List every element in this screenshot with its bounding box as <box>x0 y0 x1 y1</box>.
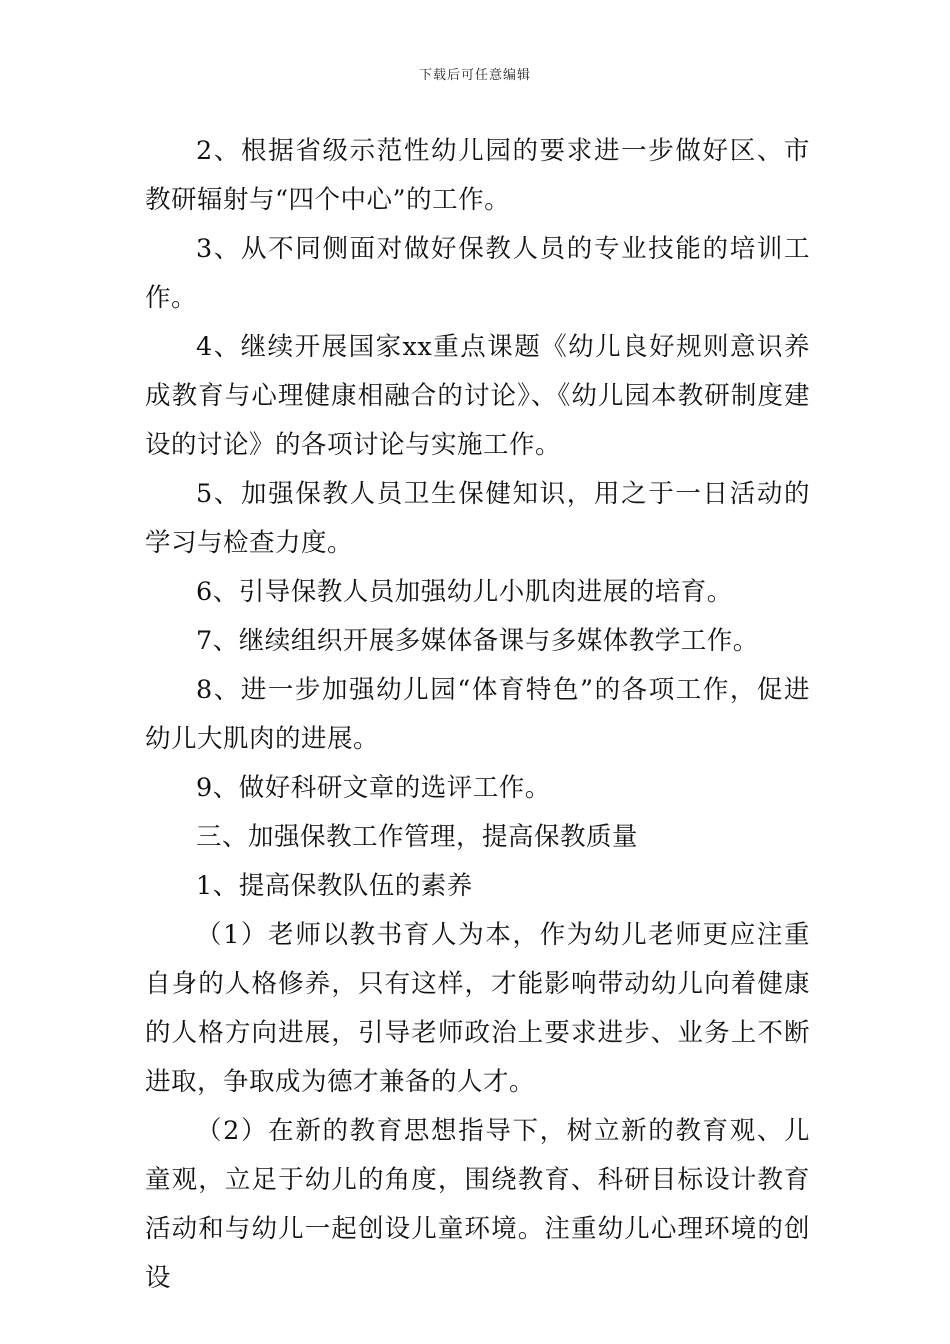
page-header: 下载后可任意编辑 <box>418 68 531 83</box>
paragraph-item-8: 8、进一步加强幼儿园“体育特色”的各项工作，促进幼儿大肌肉的进展。 <box>145 675 810 754</box>
section-heading-3: 三、加强保教工作管理，提高保教质量 <box>196 822 639 852</box>
paragraph-item-2: 2、根据省级示范性幼儿园的要求进一步做好区、市教研辐射与“四个中心”的工作。 <box>145 136 810 215</box>
paragraph-sub-1: （1）老师以教书育人为本，作为幼儿老师更应注重自身的人格修养，只有这样，才能影响带动幼儿向着健康的人格方向进展，引导老师政治上要求进步、业务上不断进取，争取成为德才兼备的人才。 <box>145 920 810 1097</box>
document-body <box>145 127 810 1303</box>
paragraph-item-5: 5、加强保教人员卫生保健知识，用之于一日活动的学习与检查力度。 <box>145 479 810 558</box>
paragraph-item-6: 6、引导保教人员加强幼儿小肌肉进展的培育。 <box>196 577 733 607</box>
subsection-heading-1: 1、提高保教队伍的素养 <box>196 871 473 901</box>
paragraph-item-3: 3、从不同侧面对做好保教人员的专业技能的培训工作。 <box>145 234 810 313</box>
paragraph-item-4: 4、继续开展国家xx重点课题《幼儿良好规则意识养成教育与心理健康相融合的讨论》、《幼儿园本教研制度建设的讨论》的各项讨论与实施工作。 <box>145 332 810 460</box>
paragraph-item-9: 9、做好科研文章的选评工作。 <box>196 773 551 803</box>
paragraph-item-7: 7、继续组织开展多媒体备课与多媒体教学工作。 <box>196 626 759 656</box>
paragraph-sub-2: （2）在新的教育思想指导下，树立新的教育观、儿童观，立足于幼儿的角度，围绕教育、科研目标设计教育活动和与幼儿一起创设儿童环境。注重幼儿心理环境的创设 <box>145 1116 810 1293</box>
